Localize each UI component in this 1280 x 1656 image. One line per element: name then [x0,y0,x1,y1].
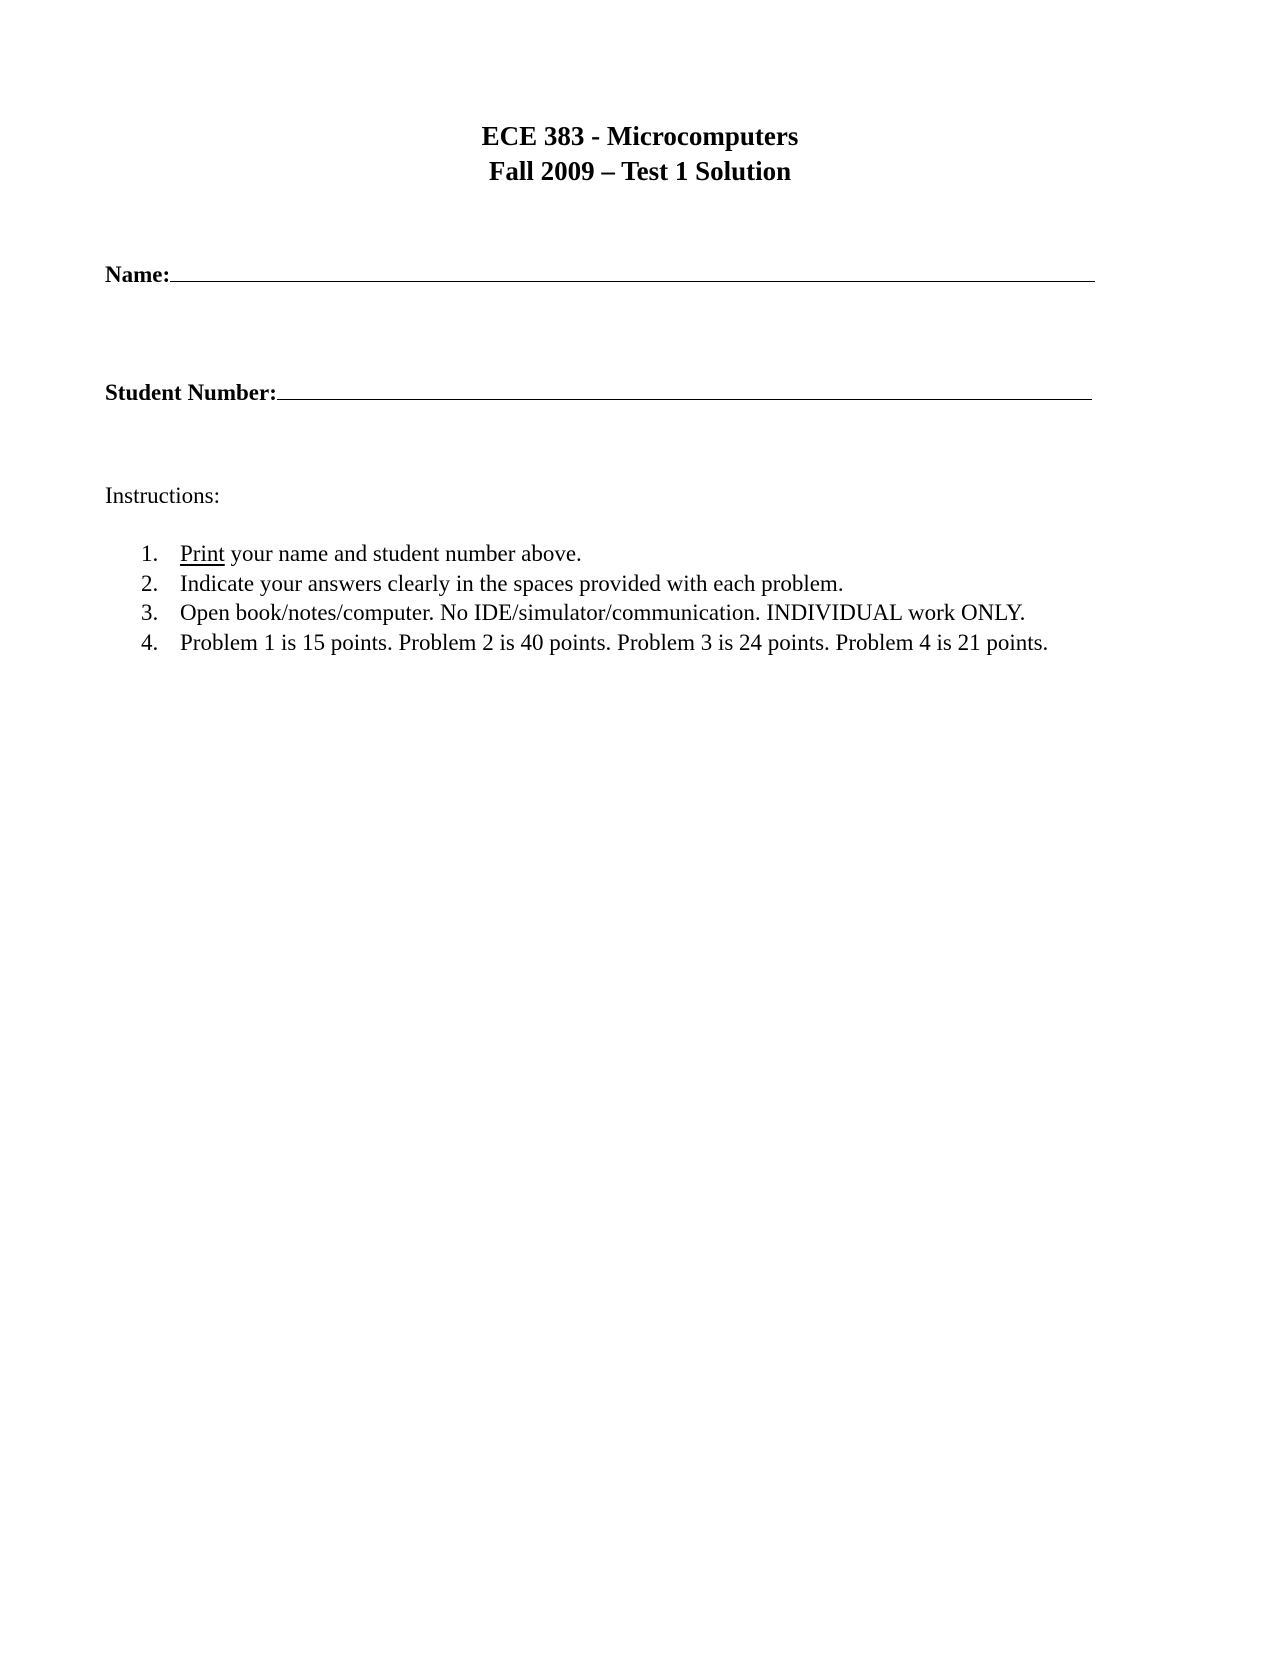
instruction-number: 4. [141,629,159,655]
instruction-number: 3. [141,600,159,625]
instruction-number: 2. [141,570,159,596]
instruction-text: Problem 1 is 15 points. Problem 2 is 40 points. Problem 3 is 24 points. Problem 4 is 21 points. [180,629,1049,655]
name-blank-line [170,261,1095,282]
document-title [0,119,1280,189]
instruction-number: 1. [141,541,159,566]
course-title: ECE 383 - Microcomputers [481,121,799,151]
test-title: Fall 2009 – Test 1 Solution [488,156,792,186]
student-number-label: Student Number: [105,380,277,405]
instruction-text: Open book/notes/computer. No IDE/simulator/communication. INDIVIDUAL work ONLY. [180,600,1026,625]
name-field [105,261,1095,289]
student-number-field [105,379,1092,407]
instructions-list [105,539,1185,657]
name-label: Name: [105,262,171,287]
student-number-blank-line [277,379,1092,400]
instruction-text: Indicate your answers clearly in the spaces provided with each problem. [180,570,844,596]
instruction-text: your name and student number above. [224,541,582,566]
instruction-item [105,598,1185,628]
instruction-item [105,569,1185,599]
instruction-item [105,539,1185,569]
instructions-heading: Instructions: [105,483,220,508]
instruction-emphasis: Print [180,541,225,566]
instruction-item [105,628,1185,658]
